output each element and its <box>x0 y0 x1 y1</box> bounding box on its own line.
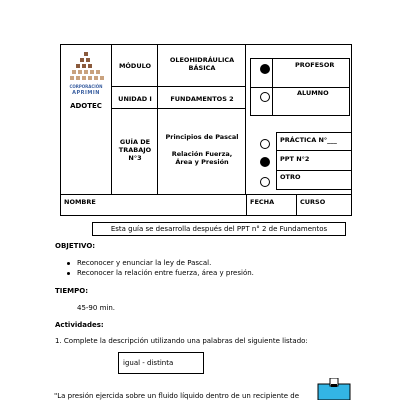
unidad-label: UNIDAD I <box>118 95 152 103</box>
adotec-logo-icon <box>70 52 104 82</box>
logo-line1: CORPORACIÓN <box>69 84 103 89</box>
row-divider-2 <box>112 108 246 109</box>
unidad-value: FUNDAMENTOS 2 <box>170 95 234 103</box>
logo-cell <box>60 44 112 194</box>
guia-label: GUÍA DE TRABAJO N°3 <box>118 138 152 162</box>
actividades-title: Actividades: <box>55 321 104 329</box>
guia-value-1: Principios de Pascal <box>165 133 239 141</box>
bullet-icon <box>67 262 70 265</box>
role-divider <box>250 87 350 88</box>
radio-ppt[interactable] <box>260 157 270 167</box>
objetivo-title: OBJETIVO: <box>55 242 96 250</box>
tiempo-value: 45-90 min. <box>77 304 115 312</box>
note-box: Esta guía se desarrolla después del PPT n° 2 de Fundamentos <box>92 222 346 236</box>
objetivo-item-2 <box>67 269 254 277</box>
modulo-label: MÓDULO <box>118 62 152 70</box>
bullet-icon <box>67 272 70 275</box>
guia-value-2: Relación Fuerza, Área y Presión <box>171 150 233 166</box>
alumno-label: ALUMNO <box>297 89 329 97</box>
type-divider-2 <box>276 170 352 171</box>
radio-practica[interactable] <box>260 139 270 149</box>
nombre-label: NOMBRE <box>64 198 96 206</box>
bottom-row-divider <box>60 194 352 195</box>
fluid-container-icon <box>316 378 352 400</box>
actividades-item-1: 1. Complete la descripción utilizando una palabras del siguiente listado: <box>55 337 308 345</box>
role-box <box>246 44 352 120</box>
row-divider-1 <box>112 86 246 87</box>
fecha-label: FECHA <box>250 198 275 206</box>
practica-label: PRÁCTICA N°___ <box>280 136 337 144</box>
profesor-label: PROFESOR <box>295 61 335 69</box>
radio-profesor[interactable] <box>260 64 270 74</box>
objetivo-item-2-text: Reconocer la relación entre fuerza, área y presión. <box>77 269 254 277</box>
otro-label: OTRO <box>280 173 301 181</box>
word-box: igual - distinta <box>118 352 204 374</box>
brand-adotec: ADOTEC <box>70 102 102 110</box>
modulo-value: OLEOHIDRÁULICA BÁSICA <box>169 56 235 72</box>
curso-label: CURSO <box>300 198 326 206</box>
ppt-label: PPT N°2 <box>280 155 310 163</box>
radio-alumno[interactable] <box>260 92 270 102</box>
tiempo-title: TIEMPO: <box>55 287 89 295</box>
fecha-divider <box>246 194 247 216</box>
curso-divider <box>296 194 297 216</box>
quote-start: "La presión ejercida sobre un fluido líquido dentro de un recipiente de <box>54 392 300 400</box>
role-col-divider <box>272 58 273 116</box>
type-divider-1 <box>276 150 352 151</box>
logo-line2: APRIMIN <box>72 90 100 96</box>
objetivo-item-1-text: Reconocer y enunciar la ley de Pascal. <box>77 259 212 267</box>
objetivo-item-1 <box>67 259 211 267</box>
radio-otro[interactable] <box>260 177 270 187</box>
